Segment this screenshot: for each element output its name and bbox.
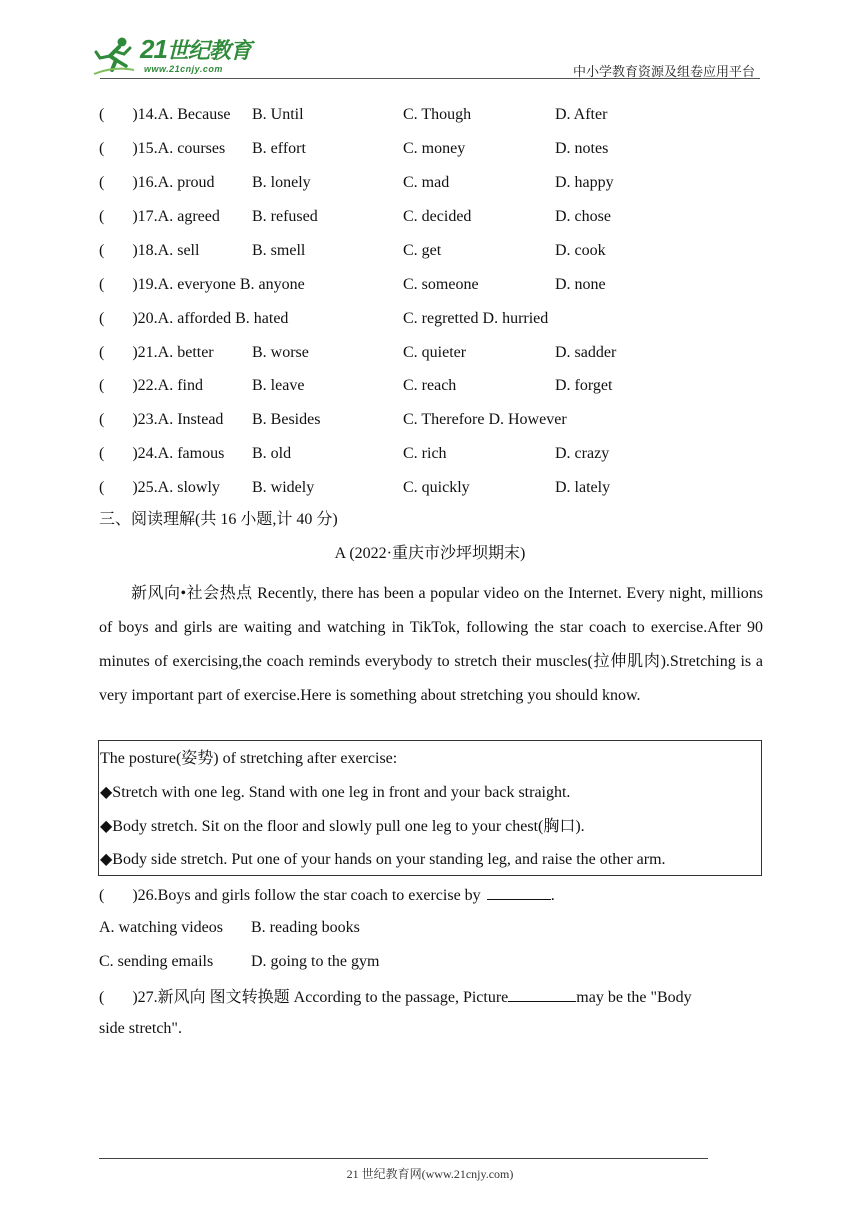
box-item: ◆Stretch with one leg. Stand with one leg in front and your back straight.: [100, 784, 571, 801]
option-b: B. smell: [252, 242, 306, 259]
question-26-options-row2: [99, 951, 380, 973]
logo-wordmark: 21世纪教育: [140, 34, 251, 64]
option-b: B. widely: [252, 479, 315, 496]
question-stem: ( )22.A. find: [99, 377, 203, 394]
option-b: B. worse: [252, 344, 309, 361]
answer-blank: [508, 985, 576, 1002]
passage-title: A (2022·重庆市沙坪坝期末): [334, 545, 526, 562]
box-heading: The posture(姿势) of stretching after exercise:: [100, 750, 398, 767]
option-c: C. regretted D. hurried: [403, 310, 549, 327]
footer-text: 21 世纪教育网(www.21cnjy.com): [346, 1167, 514, 1181]
option-c: C. sending emails: [99, 953, 214, 970]
question-27-after: may be the "Body: [576, 989, 692, 1006]
option-b: B. Until: [252, 106, 304, 123]
option-b: B. effort: [252, 140, 306, 157]
question-26-end: .: [550, 887, 555, 904]
option-d: D. lately: [555, 479, 611, 496]
option-c: C. money: [403, 140, 466, 157]
footer-divider: [99, 1158, 708, 1159]
box-item: ◆Body stretch. Sit on the floor and slowly pull one leg to your chest(胸口).: [100, 818, 585, 835]
question-27-stem: ( )27.新风向 图文转换题 According to the passage, Picture: [99, 989, 509, 1006]
option-b: B. Besides: [252, 411, 321, 428]
header-platform-text: 中小学教育资源及组卷应用平台: [572, 65, 755, 80]
header-divider: [100, 78, 760, 79]
question-stem: ( )23.A. Instead: [99, 411, 224, 428]
question-stem: ( )17.A. agreed: [99, 208, 220, 225]
question-27-line2: side stretch".: [99, 1020, 182, 1037]
page-header: [0, 0, 860, 82]
option-c: C. Therefore D. However: [403, 411, 567, 428]
question-stem: ( )21.A. better: [99, 344, 214, 361]
option-c: C. mad: [403, 174, 450, 191]
question-stem: ( )20.A. afforded B. hated: [99, 310, 289, 327]
option-d: D. going to the gym: [251, 953, 380, 970]
option-c: C. decided: [403, 208, 472, 225]
question-stem: ( )16.A. proud: [99, 174, 215, 191]
option-b: B. reading books: [251, 919, 360, 936]
runner-logo-icon: [92, 36, 136, 76]
option-c: C. rich: [403, 445, 447, 462]
question-stem: ( )19.A. everyone B. anyone: [99, 276, 305, 293]
logo: [92, 30, 262, 78]
option-d: D. sadder: [555, 344, 617, 361]
option-d: D. chose: [555, 208, 611, 225]
option-c: C. quickly: [403, 479, 470, 496]
option-c: C. get: [403, 242, 442, 259]
option-d: D. crazy: [555, 445, 610, 462]
option-b: B. refused: [252, 208, 318, 225]
option-d: D. cook: [555, 242, 606, 259]
logo-url: www.21cnjy.com: [144, 64, 223, 74]
question-26: [99, 883, 555, 907]
option-c: C. quieter: [403, 344, 467, 361]
option-a: A. watching videos: [99, 919, 223, 936]
option-b: B. old: [252, 445, 292, 462]
option-d: D. happy: [555, 174, 614, 191]
option-c: C. someone: [403, 276, 479, 293]
question-stem: ( )14.A. Because: [99, 106, 231, 123]
question-26-options-row1: [99, 917, 360, 939]
option-d: D. forget: [555, 377, 613, 394]
section-title: 三、阅读理解(共 16 小题,计 40 分): [99, 511, 338, 528]
box-item: ◆Body side stretch. Put one of your hands on your standing leg, and raise the other arm.: [100, 851, 666, 868]
answer-blank: [487, 883, 551, 900]
option-c: C. Though: [403, 106, 472, 123]
option-d: D. notes: [555, 140, 609, 157]
option-d: D. After: [555, 106, 608, 123]
stretch-posture-box: [98, 740, 762, 876]
option-b: B. lonely: [252, 174, 311, 191]
passage-paragraph: 新风向•社会热点 Recently, there has been a popular video on the Internet. Every night, millions of boys and girls are waiting and watching in TikTok, following the star coach to exercise.After 90 minutes of exercising,the coach reminds everybody to stretch their muscles(拉伸肌肉).Stretching is a very important part of exercise.Here is something about stretching you should know.: [99, 585, 763, 704]
question-stem: ( )15.A. courses: [99, 140, 226, 157]
question-stem: ( )24.A. famous: [99, 445, 225, 462]
question-27: [99, 985, 692, 1009]
question-stem: ( )18.A. sell: [99, 242, 200, 259]
question-26-stem: ( )26.Boys and girls follow the star coach to exercise by: [99, 887, 481, 904]
option-c: C. reach: [403, 377, 457, 394]
option-d: D. none: [555, 276, 606, 293]
option-b: B. leave: [252, 377, 305, 394]
question-stem: ( )25.A. slowly: [99, 479, 220, 496]
